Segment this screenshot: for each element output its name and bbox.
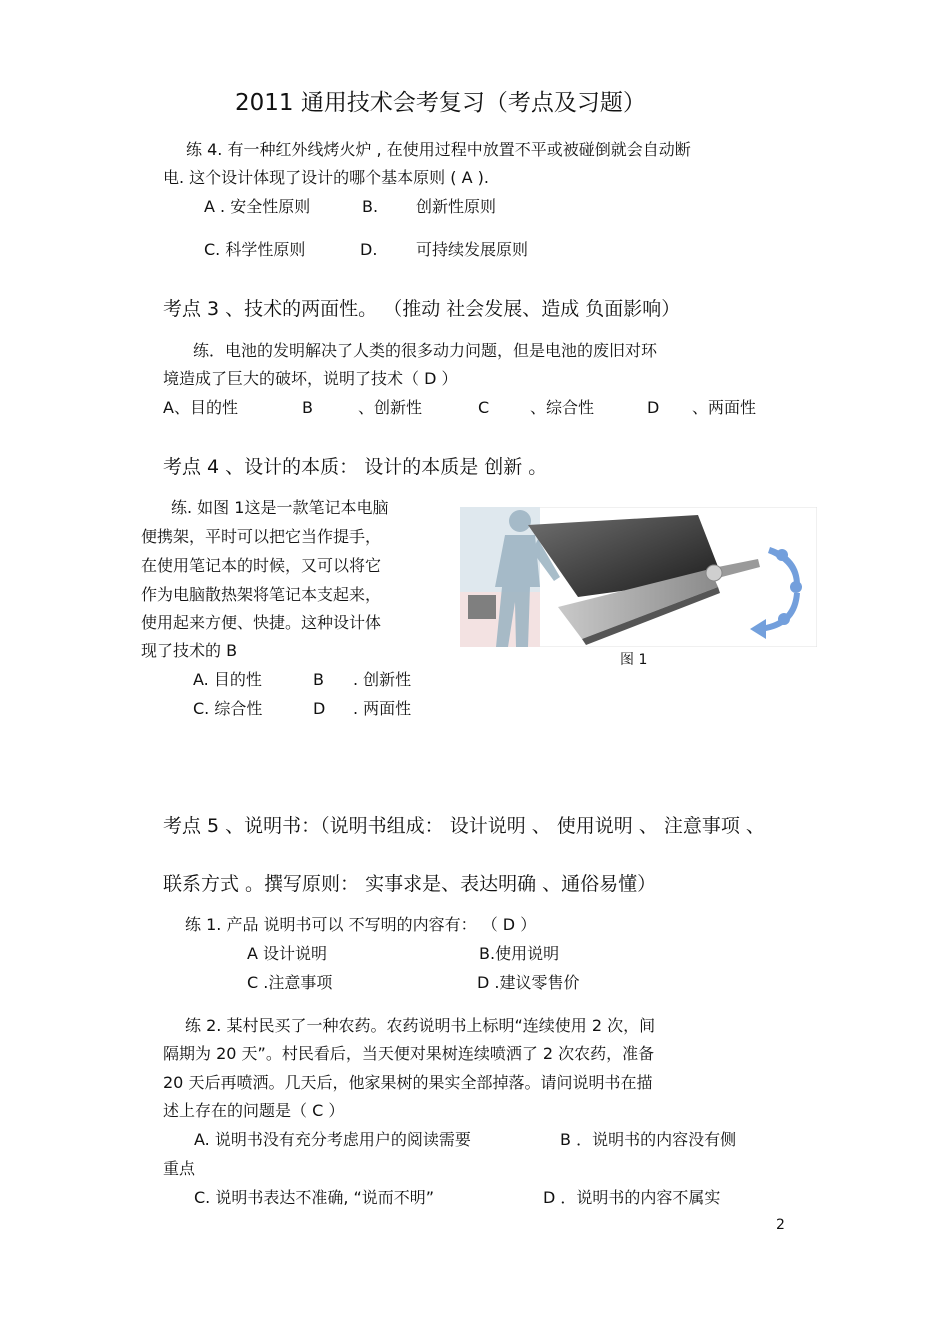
kd5-q1-option-c: C .注意事项 — [247, 973, 333, 992]
kd5-q2-option-a: A. 说明书没有充分考虑用户的阅读需要 — [194, 1130, 471, 1149]
kd5-q2-line: 练 2. 某村民买了一种农药。农药说明书上标明“连续使用 2 次，间 — [185, 1016, 656, 1035]
kd4-text-line: 在使用笔记本的时候，又可以将它 — [141, 556, 382, 575]
kd5-heading-line1: 考点 5 、说明书：（说明书组成： 设计说明 、 使用说明 、 注意事项 、 — [163, 815, 765, 837]
kd3-option-b-text: 、创新性 — [358, 398, 423, 417]
q4-line2: 电. 这个设计体现了设计的哪个基本原则 ( A ). — [163, 168, 489, 187]
figure-caption: 图 1 — [620, 652, 648, 668]
kd4-option-b-letter: B — [313, 670, 324, 689]
kd5-q2-line: 述上存在的问题是（ C ） — [163, 1101, 345, 1120]
kd3-option-a: A、目的性 — [163, 398, 238, 417]
kd5-q2-line: 隔期为 20 天”。村民看后，当天便对果树连续喷洒了 2 次农药，准备 — [163, 1044, 655, 1063]
kd4-text-line: 作为电脑散热架将笔记本支起来， — [141, 585, 382, 604]
kd3-option-c-letter: C — [478, 398, 490, 417]
q4-option-b-text: 创新性原则 — [416, 197, 497, 216]
kd5-heading-line2: 联系方式 。撰写原则： 实事求是、表达明确 、通俗易懂） — [163, 873, 657, 895]
q4-option-c: C. 科学性原则 — [204, 240, 306, 259]
kd5-q1-option-a: A 设计说明 — [247, 944, 328, 963]
kd4-heading: 考点 4 、设计的本质： 设计的本质是 创新 。 — [163, 456, 548, 478]
kd4-text-line: 便携架，平时可以把它当作提手， — [141, 527, 382, 546]
kd5-q1-option-b: B.使用说明 — [479, 944, 560, 963]
kd4-option-a: A. 目的性 — [193, 670, 262, 689]
q4-option-d-text: 可持续发展原则 — [416, 240, 529, 259]
kd3-option-c-text: 、综合性 — [530, 398, 595, 417]
kd4-option-c: C. 综合性 — [193, 699, 263, 718]
kd5-q2-option-b-cont: 重点 — [163, 1159, 196, 1178]
kd3-heading: 考点 3 、技术的两面性。 （推动 社会发展、造成 负面影响） — [163, 298, 681, 320]
kd5-q2-option-c: C. 说明书表达不准确, “说而不明” — [194, 1188, 435, 1207]
kd5-q2-line: 20 天后再喷洒。几天后，他家果树的果实全部掉落。请问说明书在描 — [163, 1073, 653, 1092]
page-number: 2 — [776, 1217, 785, 1233]
kd4-text-line: 使用起来方便、快捷。这种设计体 — [141, 613, 382, 632]
kd5-q2-option-d: D ．说明书的内容不属实 — [543, 1188, 721, 1207]
kd3-option-d-text: 、两面性 — [692, 398, 757, 417]
kd3-option-b-letter: B — [302, 398, 313, 417]
kd4-option-b-text: . 创新性 — [353, 670, 412, 689]
q4-option-a: A . 安全性原则 — [204, 197, 311, 216]
q4-option-d-letter: D. — [360, 240, 378, 259]
kd4-option-d-text: . 两面性 — [353, 699, 412, 718]
kd4-text-line: 现了技术的 B — [141, 641, 238, 660]
kd3-question-line2: 境造成了巨大的破坏，说明了技术（ D ） — [163, 369, 458, 388]
briefcase-icon — [468, 595, 496, 619]
kd5-q2-option-b: B ．说明书的内容没有侧 — [560, 1130, 737, 1149]
kd3-option-d-letter: D — [647, 398, 660, 417]
laptop-stand-figure — [460, 507, 817, 647]
kd3-question-line1: 练．电池的发明解决了人类的很多动力问题，但是电池的废旧对环 — [193, 341, 658, 360]
document-title: 2011 通用技术会考复习（考点及习题） — [235, 90, 646, 116]
kd5-q1-option-d: D .建议零售价 — [477, 973, 580, 992]
kd5-q1-line: 练 1. 产品 说明书可以 不写明的内容有： （ D ） — [185, 915, 537, 934]
kd4-option-d-letter: D — [313, 699, 326, 718]
q4-line1: 练 4. 有一种红外线烤火炉 , 在使用过程中放置不平或被碰倒就会自动断 — [186, 140, 691, 159]
q4-option-b-letter: B. — [362, 197, 379, 216]
kd4-text-line: 练. 如图 1这是一款笔记本电脑 — [171, 498, 389, 517]
